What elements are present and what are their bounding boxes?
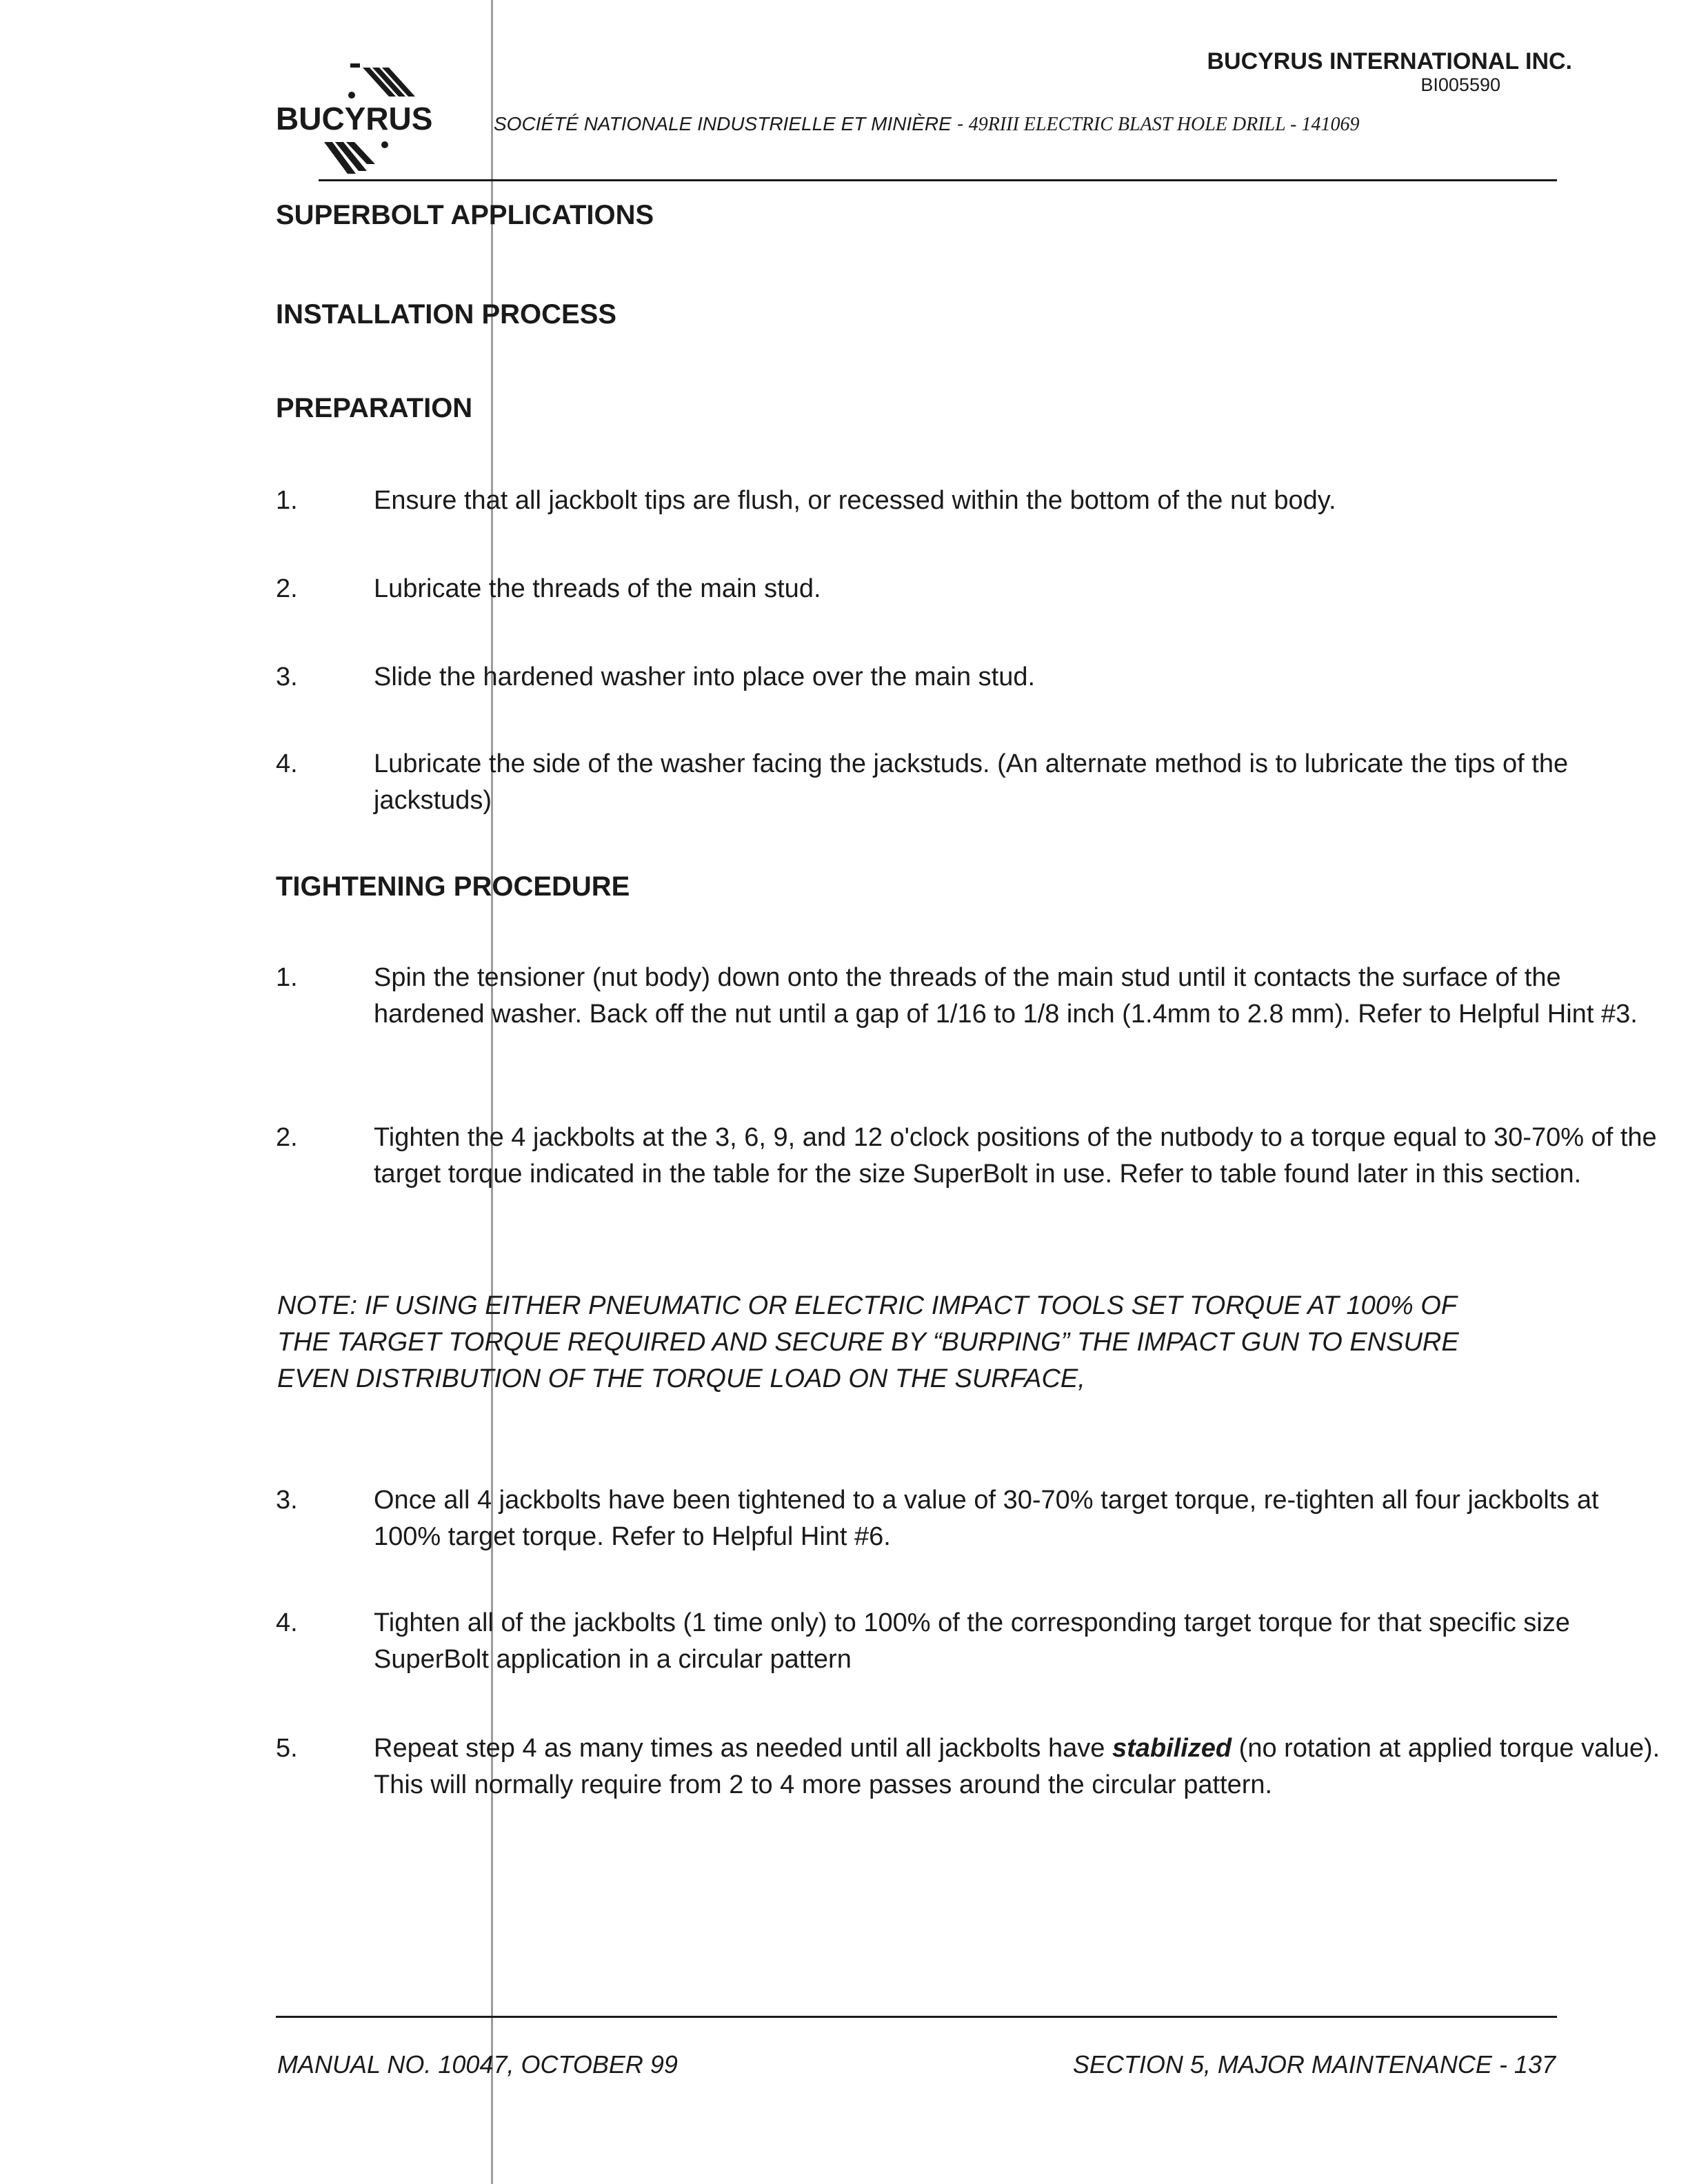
step-number: 1. bbox=[276, 486, 298, 515]
page-title: SUPERBOLT APPLICATIONS bbox=[276, 200, 654, 230]
step-text-part: Repeat step 4 as many times as needed until all jackbolts have bbox=[374, 1734, 1112, 1763]
step-number: 4. bbox=[276, 749, 298, 778]
step-number: 1. bbox=[276, 963, 298, 992]
subtitle-model: 49RIII ELECTRIC BLAST HOLE DRILL - 141069 bbox=[968, 114, 1360, 135]
note-label: NOTE: bbox=[277, 1291, 358, 1320]
footer-rule bbox=[276, 2016, 1557, 2018]
header-rule bbox=[319, 179, 1557, 181]
step-text: Spin the tensioner (nut body) down onto the threads of the main stud until it contacts the surface of the hardened washer. Back off the nut until a gap of 1/16 to 1/8 inch (1.4mm to 2.8 mm). Refer to Helpful Hint #3. bbox=[374, 963, 1638, 1029]
emphasis-text: stabilized bbox=[1112, 1734, 1232, 1763]
step-text: Once all 4 jackbolts have been tightened to a value of 30-70% target torque, re-tighten all four jackbolts at 100% target torque. Refer to Helpful Hint #6. bbox=[374, 1486, 1599, 1551]
step-text: Tighten the 4 jackbolts at the 3, 6, 9, and 12 o'clock positions of the nutbody to a torque equal to 30-70% of the target torque indicated in the table for the size SuperBolt in use. Refer to table found later in this section. bbox=[374, 1123, 1657, 1189]
step-number: 3. bbox=[276, 1486, 298, 1515]
preparation-heading: PREPARATION bbox=[276, 393, 473, 423]
subtitle-company: SOCIÉTÉ NATIONALE INDUSTRIELLE ET MINIÈRE - bbox=[494, 113, 969, 134]
step-number: 2. bbox=[276, 574, 298, 603]
tightening-heading: TIGHTENING PROCEDURE bbox=[276, 871, 630, 902]
installation-heading: INSTALLATION PROCESS bbox=[276, 299, 617, 330]
step-number: 3. bbox=[276, 663, 298, 691]
step-number: 5. bbox=[276, 1734, 298, 1763]
note-body bbox=[277, 1288, 1477, 1397]
step-text: Lubricate the side of the washer facing the jackstuds. (An alternate method is to lubricate the tips of the jackstuds) bbox=[374, 749, 1569, 815]
svg-text:BUCYRUS: BUCYRUS bbox=[276, 101, 433, 136]
section-page: SECTION 5, MAJOR MAINTENANCE - 137 bbox=[1072, 2050, 1556, 2079]
bucyrus-logo-icon bbox=[274, 61, 433, 178]
manual-number: MANUAL NO. 10047, OCTOBER 99 bbox=[277, 2050, 678, 2079]
step-text: Ensure that all jackbolt tips are flush, or recessed within the bottom of the nut body. bbox=[374, 486, 1336, 515]
document-id: BI005590 bbox=[1420, 74, 1500, 95]
step-text: Lubricate the threads of the main stud. bbox=[374, 574, 821, 603]
step-text: Tighten all of the jackbolts (1 time only) to 100% of the corresponding target torque for that specific size SuperBolt application in a circular pattern bbox=[374, 1608, 1570, 1674]
bucyrus-logo bbox=[274, 61, 433, 178]
step-text bbox=[374, 1730, 1663, 1803]
step-text: Slide the hardened washer into place over the main stud. bbox=[374, 663, 1036, 691]
note-text: IF USING EITHER PNEUMATIC OR ELECTRIC IMPACT TOOLS SET TORQUE AT 100% OF THE TARGET TORQUE REQUIRED AND SECURE BY “BURPING” THE IMPACT GUN TO ENSURE EVEN DISTRIBUTION OF THE TORQUE LOAD ON THE SURFACE, bbox=[277, 1291, 1459, 1393]
step-text-part: (no rotation at applied torque value). This will normally require from 2 to 4 more passes around the circular pattern. bbox=[374, 1734, 1660, 1799]
step-number: 2. bbox=[276, 1123, 298, 1152]
document-subtitle bbox=[494, 113, 1360, 136]
step-number: 4. bbox=[276, 1608, 298, 1637]
company-name: BUCYRUS INTERNATIONAL INC. bbox=[1207, 48, 1572, 74]
